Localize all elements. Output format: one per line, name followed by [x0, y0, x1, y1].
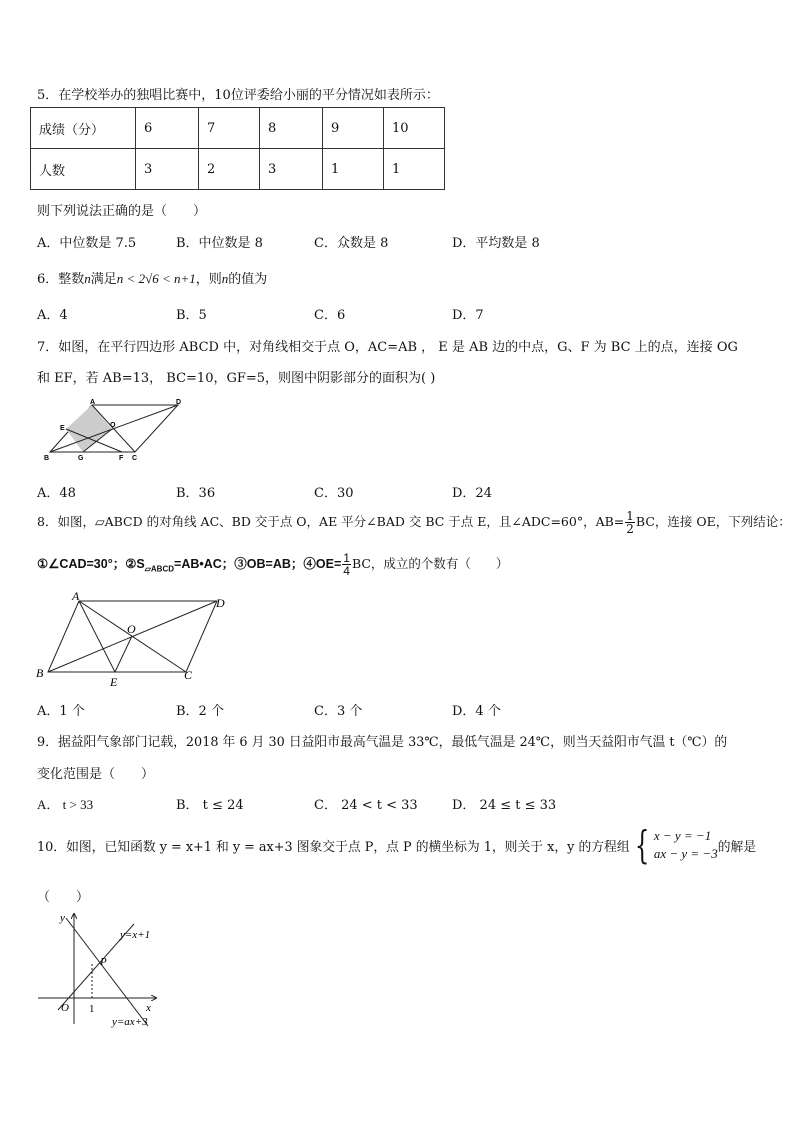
q7-option-c[interactable]: C．30 [314, 486, 354, 501]
q8-line2-sub: ▱ABCD [144, 564, 175, 574]
label-b: B [36, 666, 44, 680]
q5-option-a[interactable]: A．中位数是 7.5 [37, 236, 137, 251]
q9-option-b[interactable]: B． t ≤ 24 [176, 798, 244, 813]
q6-option-b[interactable]: B．5 [176, 308, 207, 323]
q8-fraction-quarter [342, 552, 351, 577]
label-o: O [127, 622, 136, 636]
q7-line1: 7．如图，在平行四边形 ABCD 中，对角线相交于点 O，AC=AB ， E 是 AB 边的中点，G、F 为 BC 上的点，连接 OG [37, 340, 738, 355]
q8-line1-a: 8．如图，▱ABCD 的对角线 AC、BD 交于点 O，AE 平分∠BAD 交 BC 于点 E，且∠ADC=60°，AB= [37, 514, 625, 529]
q6-option-d[interactable]: D．7 [452, 308, 484, 323]
label-o: O [110, 422, 116, 429]
label-origin: O [61, 1002, 69, 1014]
q8-line2 [37, 552, 508, 577]
table-cell: 3 [260, 149, 323, 190]
q10-line1-b: 的解是 [717, 839, 757, 855]
table-cell: 成绩（分） [31, 108, 136, 149]
label-b: B [44, 455, 50, 462]
table-cell: 1 [384, 149, 445, 190]
q9-line2: 变化范围是（ ） [37, 767, 155, 782]
q6-option-c[interactable]: C．6 [314, 308, 346, 323]
q10-line1 [37, 823, 757, 867]
label-g: G [78, 455, 84, 462]
label-y: y [60, 912, 65, 924]
q6-option-a[interactable]: A．4 [37, 308, 68, 323]
label-line2: y=ax+3 [112, 1016, 148, 1028]
table-cell: 2 [199, 149, 260, 190]
q6-mid: 满足 [90, 272, 117, 287]
q7-line2: 和 EF，若 AB=13， BC=10，GF=5，则图中阴影部分的面积为( ) [37, 371, 436, 386]
label-f: F [119, 455, 124, 462]
label-e: E [110, 675, 118, 689]
q5-option-d[interactable]: D．平均数是 8 [452, 236, 540, 251]
q5-option-b[interactable]: B．中位数是 8 [176, 236, 263, 251]
q6-stem [37, 268, 267, 287]
q10-equation-system [654, 827, 718, 863]
label-p: P [100, 956, 107, 968]
q9-option-a[interactable]: A． t > 33 [37, 797, 94, 812]
label-d: D [216, 596, 225, 610]
table-cell: 10 [384, 108, 445, 149]
q5-score-table [30, 107, 445, 190]
table-cell: 9 [323, 108, 384, 149]
q8-frac1-num: 1 [626, 509, 634, 523]
q5-option-c[interactable]: C．众数是 8 [314, 236, 389, 251]
q9-line1: 9．据益阳气象部门记载，2018 年 6 月 30 日益阳市最高气温是 33℃，最低气温是 24℃，则当天益阳市气温 t（℃）的 [37, 735, 728, 750]
q10-eq1: x − y = −1 [653, 828, 712, 843]
q6-end: 的值为 [228, 272, 268, 287]
label-a: A [90, 399, 96, 406]
q8-option-c[interactable]: C．3 个 [314, 704, 363, 719]
label-x: x [146, 1002, 151, 1014]
table-row [31, 149, 445, 190]
label-c: C [132, 455, 138, 462]
q8-line2-c: BC，成立的个数有（ ） [351, 555, 509, 571]
q8-option-b[interactable]: B．2 个 [176, 704, 224, 719]
label-e: E [60, 425, 65, 432]
q8-frac2-num: 1 [343, 551, 350, 565]
q8-parallelogram-figure [34, 588, 234, 690]
table-cell: 8 [260, 108, 323, 149]
q6-inequality: n < 2√6 < n+1 [116, 271, 196, 286]
q7-option-b[interactable]: B．36 [176, 486, 216, 501]
q10-line2: （ ） [37, 890, 90, 905]
q7-option-d[interactable]: D．24 [452, 486, 492, 501]
q5-question: 则下列说法正确的是（ ） [37, 204, 207, 219]
table-cell: 7 [199, 108, 260, 149]
q8-line2-a: ①∠CAD=30°；②S [37, 556, 145, 571]
q9-option-c[interactable]: C． 24 < t < 33 [314, 798, 418, 813]
q10-graph-figure [30, 908, 180, 1033]
q6-var-n: n [84, 271, 91, 286]
q8-frac1-den: 2 [626, 522, 634, 536]
q5-stem: 5．在学校举办的独唱比赛中，10位评委给小丽的平分情况如表所示： [37, 88, 439, 103]
label-one: 1 [89, 1003, 95, 1015]
table-cell: 人数 [31, 149, 136, 190]
q8-option-a[interactable]: A．1 个 [37, 704, 85, 719]
table-cell: 3 [136, 149, 199, 190]
table-cell: 6 [136, 108, 199, 149]
q6-suffix: ，则 [195, 272, 222, 287]
q8-line1 [37, 510, 791, 535]
q8-line1-b: BC，连接 OE，下列结论： [635, 514, 791, 529]
label-c: C [184, 668, 193, 682]
q8-frac2-den: 4 [343, 564, 350, 578]
q7-option-a[interactable]: A．48 [37, 486, 76, 501]
label-a: A [72, 589, 80, 603]
q6-var-n2: n [221, 271, 229, 286]
q8-line2-b: =AB•AC；③OB=AB；④OE= [174, 556, 342, 571]
q10-eq2: ax − y = −3 [653, 846, 718, 861]
q10-line1-a: 10．如图，已知函数 y = x+1 和 y = ax+3 图象交于点 P，点 P 的横坐标为 1，则关于 x，y 的方程组 [37, 839, 630, 855]
q8-fraction-half [625, 510, 635, 535]
label-d: D [176, 399, 182, 406]
q7-parallelogram-figure [40, 398, 190, 462]
q8-option-d[interactable]: D．4 个 [452, 704, 501, 719]
table-cell: 1 [323, 149, 384, 190]
q10-brace: { [634, 823, 650, 867]
q6-prefix: 6．整数 [37, 272, 85, 287]
table-row [31, 108, 445, 149]
label-line1: y=x+1 [120, 929, 151, 941]
q9-option-d[interactable]: D． 24 ≤ t ≤ 33 [452, 798, 557, 813]
